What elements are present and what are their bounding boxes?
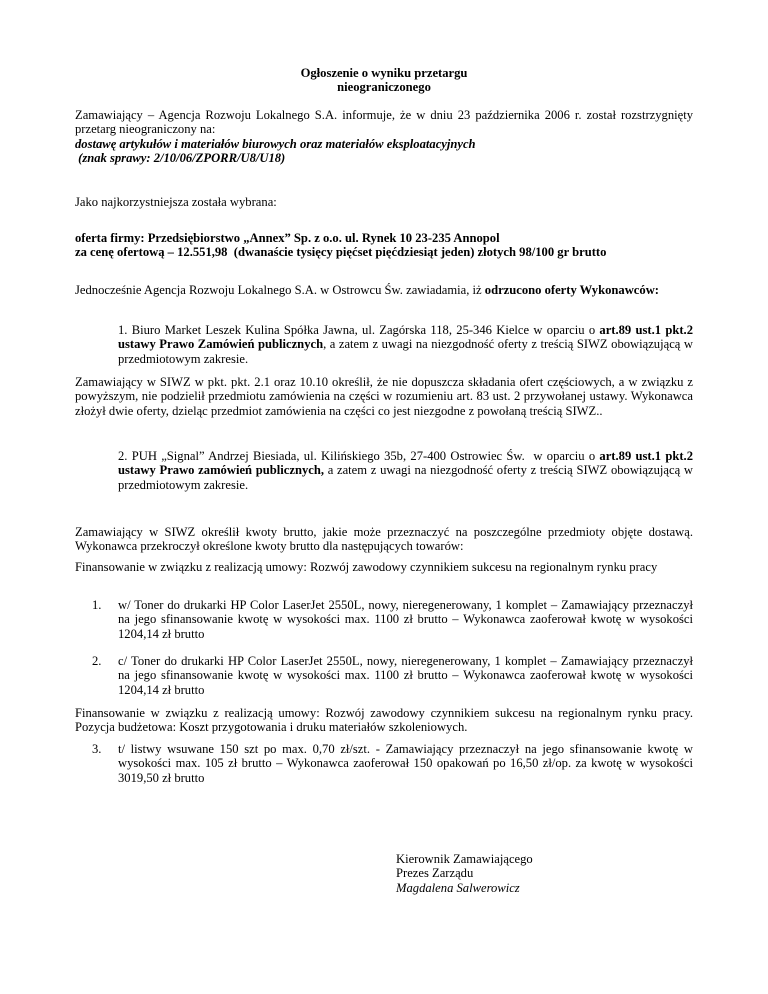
rejected-2-text: 2. PUH „Signal” Andrzej Biesiada, ul. Kilińskiego 35b, 27-400 Ostrowiec Św. w oparciu o [118,449,600,463]
rejected-offer-2 [118,449,693,492]
signature-position: Prezes Zarządu [396,866,474,881]
signature-block [396,852,533,895]
rejected-1-text: 1. Biuro Market Leszek Kulina Spółka Jawna, ul. Zagórska 118, 25-346 Kielce w oparciu o [118,323,600,337]
list-item-number: 1. [92,598,102,612]
chosen-label: Jako najkorzystniejsza została wybrana: [75,195,277,209]
chosen-offer [75,231,693,260]
chosen-offer-line-2: za cenę ofertową – 12.551,98 (dwanaście tysięcy pięćset pięćdziesiąt jeden) złotych 98/100 gr brutto [75,245,607,260]
list-item-number: 2. [92,654,102,668]
rejected-1-rest: , a zatem z uwagi na niezgodność oferty z treścią SIWZ obowiązującą w przedmiotowym zakresie. [118,337,693,366]
financing-paragraph-1: Finansowanie w związku z realizacją umowy: Rozwój zawodowy czynnikiem sukcesu na regionalnym rynku pracy [75,560,658,574]
rejection-paragraph [75,283,693,297]
document-title [75,66,693,95]
title-line-1: Ogłoszenie o wyniku przetargu [300,66,468,80]
financing-paragraph-2: Finansowanie w związku z realizacją umowy: Rozwój zawodowy czynnikiem sukcesu na regionalnym rynku pracy. Pozycja budżetowa: Koszt przygotowania i druku materiałów szkoleniowych. [75,706,693,735]
brutto-paragraph: Zamawiający w SIWZ określił kwoty brutto, jakie może przeznaczyć na poszczególne przedmioty objęte dostawą. Wykonawca przekroczył określone kwoty brutto dla następujących towarów: [75,525,693,554]
list-item [75,598,693,646]
list-item-text: t/ listwy wsuwane 150 szt po max. 0,70 zł/szt. - Zamawiający przeznaczył na jego sfinansowanie kwotę w wysokości max. 105 zł brutto – Wykonawca zaoferował 150 opakowań po 16,50 zł/op. za kwotę w wysokości 3019,50 zł brutto [118,742,693,785]
list-item-text: w/ Toner do drukarki HP Color LaserJet 2550L, nowy, nieregenerowany, 1 komplet – Zamawiający przeznaczył na jego sfinansowanie kwotę w wysokości max. 1100 zł brutto – Wykonawca zaoferował kwotę w wysokości 1204,14 zł brutto [118,598,693,641]
rejected-1-legal-basis: art.89 ust.1 pkt.2 ustawy Prawo Zamówień publicznych [118,323,693,352]
case-number: (znak sprawy: 2/10/06/ZPORR/U8/U18) [75,151,286,166]
title-line-2: nieograniczonego [337,80,431,95]
rejection-bold: odrzucono oferty Wykonawców: [484,283,659,297]
rejection-text: Jednocześnie Agencja Rozwoju Lokalnego S.A. w Ostrowcu Św. zawiadamia, iż [75,283,485,297]
list-item-text: c/ Toner do drukarki HP Color LaserJet 2550L, nowy, nieregenerowany, 1 komplet – Zamawiający przeznaczył na jego sfinansowanie kwotę w wysokości max. 1100 zł brutto – Wykonawca zaoferował kwotę w wysokości 1204,14 zł brutto [118,654,693,697]
rejected-offer-1 [118,323,693,366]
tender-subject: dostawę artykułów i materiałów biurowych oraz materiałów eksploatacyjnych [75,136,476,151]
intro-paragraph [75,108,693,166]
list-item-number: 3. [92,742,102,756]
list-item [75,742,693,790]
signature-role: Kierownik Zamawiającego [396,852,533,866]
signature-name: Magdalena Salwerowicz [396,880,520,895]
rejected-2-legal-basis: art.89 ust.1 pkt.2 ustawy Prawo zamówień publicznych, [118,449,694,478]
rejected-2-rest: a zatem z uwagi na niezgodność oferty z treścią SIWZ obowiązującą w przedmiotowym zakresie. [118,463,693,492]
chosen-offer-line-1: oferta firmy: Przedsiębiorstwo „Annex” Sp. z o.o. ul. Rynek 10 23-235 Annopol [75,231,500,245]
siwz-paragraph: Zamawiający w SIWZ w pkt. pkt. 2.1 oraz 10.10 określił, że nie dopuszcza składania ofert częściowych, a w związku z powyższym, nie podzielił przedmiotu zamówienia na części w rozumieniu art. 83 ust. 2 przywołanej ustawy. Wykonawca złożył dwie oferty, dzieląc przedmiot zamówienia na części co jest niezgodne z powołaną treścią SIWZ.. [75,375,693,418]
intro-text: Zamawiający – Agencja Rozwoju Lokalnego S.A. informuje, że w dniu 23 października 2006 r. został rozstrzygnięty przetarg nieograniczony na: [75,108,693,137]
list-item [75,654,693,702]
